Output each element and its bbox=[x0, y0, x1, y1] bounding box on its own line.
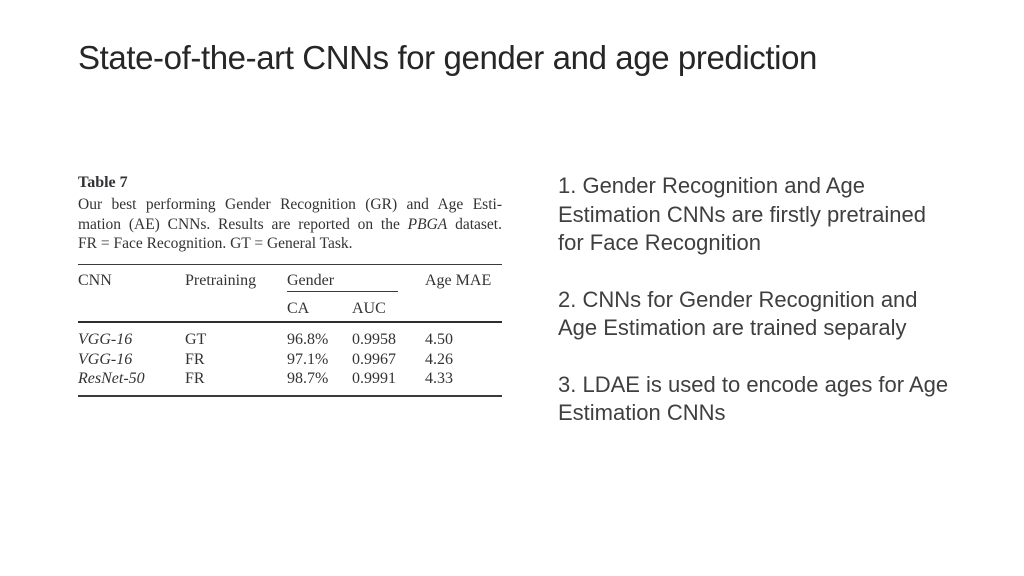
col-header-gender bbox=[287, 264, 425, 292]
cell-cnn: VGG-16 bbox=[78, 350, 133, 368]
point-1-line: for Face Recognition bbox=[558, 230, 761, 255]
cell-age-mae: 4.50 bbox=[425, 331, 453, 348]
point-3-line: Estimation CNNs bbox=[558, 400, 726, 425]
col-header-auc: AUC bbox=[352, 300, 386, 317]
caption-dataset-name: PBGA bbox=[407, 215, 448, 233]
slide-title: State-of-the-art CNNs for gender and age prediction bbox=[78, 39, 818, 76]
table-row bbox=[78, 350, 502, 370]
gender-spanner-rule bbox=[287, 291, 398, 292]
bullet-points bbox=[558, 172, 988, 456]
cell-age-mae: 4.26 bbox=[425, 350, 453, 368]
paper-table-figure bbox=[78, 173, 502, 397]
table-caption-label: Table 7 bbox=[78, 174, 128, 191]
cell-pretraining: FR bbox=[185, 370, 205, 387]
point-2-line: Age Estimation are trained separaly bbox=[558, 315, 907, 340]
table-row bbox=[78, 369, 502, 396]
results-table-header bbox=[78, 264, 502, 322]
point-1 bbox=[558, 172, 988, 258]
cell-cnn: ResNet-50 bbox=[78, 370, 145, 387]
caption-line-3: FR = Face Recognition. GT = General Task. bbox=[78, 235, 353, 252]
cell-cnn: VGG-16 bbox=[78, 331, 133, 348]
point-3-line: 3. LDAE is used to encode ages for Age bbox=[558, 371, 949, 397]
point-3 bbox=[558, 371, 988, 428]
point-1-line: 1. Gender Recognition and Age bbox=[558, 173, 866, 198]
caption-line-2-post: dataset. bbox=[447, 215, 502, 233]
cell-auc: 0.9967 bbox=[352, 350, 396, 368]
table-caption bbox=[78, 195, 502, 254]
table-row bbox=[78, 322, 502, 350]
point-2 bbox=[558, 286, 988, 343]
cell-ca: 96.8% bbox=[287, 331, 329, 348]
col-header-cnn: CNN bbox=[78, 271, 112, 289]
col-header-pretraining: Pretraining bbox=[185, 271, 257, 289]
col-header-age-mae: Age MAE bbox=[425, 271, 492, 289]
caption-line-2-pre: mation (AE) CNNs. Results are reported on the bbox=[78, 215, 408, 233]
cell-ca: 98.7% bbox=[287, 370, 329, 387]
cell-auc: 0.9991 bbox=[352, 370, 396, 387]
col-header-gender-label: Gender bbox=[287, 271, 335, 289]
point-2-line: 2. CNNs for Gender Recognition and bbox=[558, 286, 918, 312]
results-table-body bbox=[78, 322, 502, 396]
cell-pretraining: FR bbox=[185, 350, 205, 368]
cell-ca: 97.1% bbox=[287, 350, 329, 368]
caption-line-2 bbox=[78, 215, 502, 235]
results-table bbox=[78, 264, 502, 397]
point-1-line: Estimation CNNs are firstly pretrained bbox=[558, 201, 927, 227]
cell-pretraining: GT bbox=[185, 331, 207, 348]
caption-line-1: Our best performing Gender Recognition (GR) and Age Esti- bbox=[78, 196, 502, 213]
cell-age-mae: 4.33 bbox=[425, 370, 453, 387]
col-header-ca: CA bbox=[287, 300, 310, 317]
cell-auc: 0.9958 bbox=[352, 331, 396, 348]
